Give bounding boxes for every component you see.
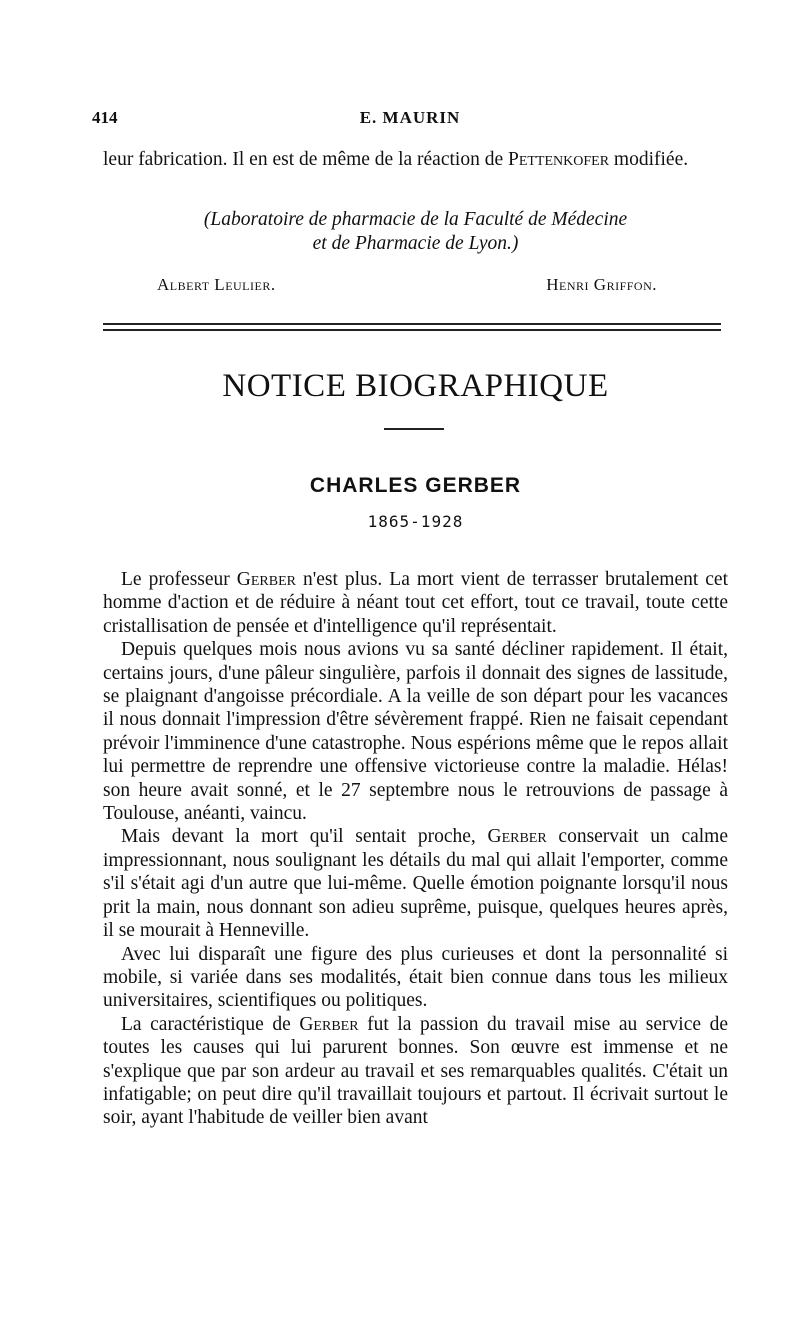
signature-left: Albert Leulier.	[157, 275, 276, 294]
body-paragraph-2: Depuis quelques mois nous avions vu sa santé décliner rapidement. Il était, certains jours, d'une pâleur singulière, parfois il donnait des signes de lassitude, se plaignant d'angoisse précordiale. A la veille de son départ pour les vacances il nous donnait l'impression d'être sévèrement frappé. Rien ne faisait cependant prévoir l'imminence d'une catastrophe. Nous espérions même que le repos allait lui permettre de reprendre une offensive victorieuse contre la maladie. Hélas! son heure avait sonné, et le 27 septembre nous le retrouvions de passage à Toulouse, anéanti, vaincu.	[103, 639, 728, 825]
p5-name: Gerber	[299, 1013, 359, 1035]
intro-name: Pettenkofer	[507, 149, 610, 170]
double-rule-bottom	[103, 329, 721, 331]
page-header	[92, 108, 728, 132]
p5-text-b: fut la passion du travail mise au service de toutes les causes qui lui parurent bonnes. Son œuvre est immense et ne s'explique que par son ardeur au travail et ses remarquables qualités. C'était un infatigable; on peut dire qu'il travaillait toujours et partout. Il écrivait surtout le soir, ayant l'habitude de veiller bien avant	[103, 1013, 728, 1129]
person-name: CHARLES GERBER	[309, 474, 522, 497]
signature-right: Henri Griffon.	[546, 275, 657, 294]
body-paragraph-3	[103, 825, 728, 942]
page-number: 414	[92, 108, 118, 127]
intro-paragraph	[103, 148, 728, 171]
signatures	[157, 275, 657, 299]
running-head: E. MAURIN	[359, 108, 461, 127]
body-paragraph-1	[103, 568, 728, 638]
body-paragraph-5	[103, 1013, 728, 1130]
title-divider	[384, 428, 444, 430]
p5-text-a: La caractéristique de	[121, 1013, 300, 1035]
intro-text-after: modifiée.	[609, 149, 689, 170]
p1-name: Gerber	[236, 569, 296, 590]
intro-text-before: leur fabrication. Il en est de même de la réaction de	[103, 149, 508, 170]
affiliation-line-1: (Laboratoire de pharmacie de la Faculté de Médecine	[203, 209, 628, 230]
double-rule-top	[103, 323, 721, 325]
body-paragraph-4: Avec lui disparaît une figure des plus curieuses et dont la personnalité si mobile, si variée dans ses modalités, était bien connue dans tous les milieux universitaires, scientifiques ou politiques.	[103, 943, 728, 1012]
p3-text-b: conservait un calme impressionnant, nous soulignant les détails du mal qui allait l'emporter, comme s'il s'était agi d'un autre que lui-même. Quelle émotion poignante lorsqu'il nous prit la main, nous donnant son adieu suprême, puisque, quelques heures après, il se mourait à Henneville.	[103, 826, 729, 942]
p3-text-a: Mais devant la mort qu'il sentait proche,	[121, 826, 488, 848]
affiliation	[103, 208, 728, 256]
life-dates: 1865-1928	[367, 512, 464, 531]
p1-text-b: n'est plus. La mort vient de terrasser brutalement cet homme d'action et de réduire à néant tout cet effort, tout ce travail, toute cette cristallisation de pensée et d'intelligence qu'il représentait.	[103, 569, 728, 637]
p3-name: Gerber	[487, 826, 547, 848]
notice-title: NOTICE BIOGRAPHIQUE	[222, 368, 609, 404]
notice-body	[103, 568, 728, 1130]
affiliation-line-2: et de Pharmacie de Lyon.)	[312, 233, 519, 254]
p1-text-a: Le professeur	[121, 569, 237, 590]
